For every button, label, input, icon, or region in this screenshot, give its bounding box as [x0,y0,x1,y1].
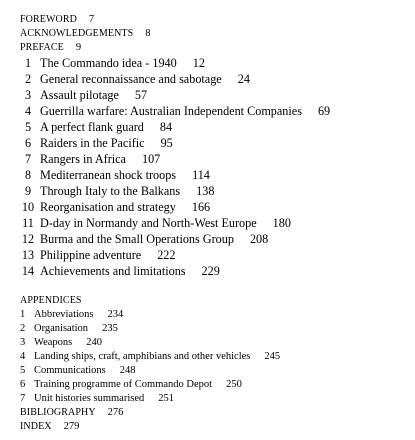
chapter-number: 10 [21,200,35,214]
chapter-number: 12 [21,232,35,246]
appendix-number: 5 [20,365,26,376]
chapter-title: Through Italy to the Balkans [40,184,181,198]
chapter-page: 114 [192,168,210,182]
chapter-page: 57 [134,88,148,102]
chapter-page: 107 [141,152,161,166]
appendix-entry [20,309,123,321]
chapter-entry [16,168,210,183]
chapter-number: 2 [24,72,32,86]
appendix-page: 234 [107,309,124,320]
chapter-entry [16,264,220,279]
entry-page: 7 [88,14,95,25]
chapter-entry [16,232,268,247]
chapter-number: 8 [24,168,32,182]
chapter-number: 4 [24,104,32,118]
appendix-page: 250 [226,379,242,390]
chapter-title: Philippine adventure [40,248,142,262]
appendix-page: 248 [119,365,136,376]
entry-page: 8 [145,28,151,39]
entry-title: FOREWORD [20,14,77,25]
chapter-title: Achievements and limitations [40,264,186,278]
entry-title: PREFACE [20,42,64,53]
chapter-page: 208 [249,232,269,246]
chapter-number: 13 [21,248,35,262]
chapter-title: Raiders in the Pacific [40,136,145,150]
appendix-title: Unit histories summarised [34,393,145,404]
front-matter-entry [20,28,151,40]
appendix-entry [20,337,102,349]
appendix-title: Communications [34,365,106,376]
chapter-title: Reorganisation and strategy [40,200,176,214]
chapter-page: 69 [317,104,331,118]
appendix-page: 240 [86,337,102,348]
chapter-page: 24 [237,72,250,86]
appendix-number: 7 [20,393,26,404]
appendices-heading [20,295,82,307]
chapter-number: 5 [24,120,32,134]
chapter-number: 3 [24,88,32,102]
chapter-page: 180 [272,216,291,230]
chapter-entry [16,152,160,167]
appendix-number: 4 [20,351,26,362]
chapter-number: 9 [24,184,32,198]
chapter-number: 1 [24,56,32,70]
entry-page: 9 [75,42,82,53]
chapter-title: Rangers in Africa [40,152,126,166]
appendix-entry [20,379,242,391]
chapter-page: 95 [160,136,173,150]
chapter-title: Guerrilla warfare: Australian Independent Companies [40,104,302,118]
chapter-entry [16,184,214,199]
appendix-entry [20,393,174,405]
chapter-title: Burma and the Small Operations Group [40,232,234,246]
appendix-number: 2 [20,323,26,334]
chapter-page: 138 [196,184,215,198]
chapter-entry [16,56,205,71]
appendix-page: 251 [158,393,174,404]
appendix-page: 235 [102,323,118,334]
chapter-number: 11 [22,216,34,230]
chapter-entry [16,136,173,151]
chapter-title: Assault pilotage [40,88,119,102]
appendix-entry [20,323,118,335]
chapter-number: 14 [21,264,35,278]
entry-title: INDEX [20,421,52,432]
chapter-title: General reconnaissance and sabotage [40,72,222,86]
chapter-title: The Commando idea - 1940 [40,56,177,70]
chapter-entry [16,120,172,135]
front-matter-entry [20,14,94,26]
chapter-entry [16,200,210,215]
chapter-entry [16,88,147,103]
appendix-title: Weapons [34,337,73,348]
appendix-number: 3 [20,337,26,348]
front-matter-entry [20,42,81,54]
chapter-page: 166 [191,200,211,214]
chapter-entry [16,104,330,119]
appendix-number: 6 [20,379,26,390]
appendix-entry [20,351,280,363]
chapter-page: 12 [192,56,205,70]
appendix-page: 245 [264,351,281,362]
entry-page: 276 [107,407,124,418]
appendix-title: Landing ships, craft, amphibians and other vehicles [34,351,251,362]
chapter-title: D-day in Normandy and North-West Europe [40,216,257,230]
entry-title: ACKNOWLEDGEMENTS [20,28,134,39]
entry-title: BIBLIOGRAPHY [20,407,96,418]
chapter-page: 229 [201,264,220,278]
appendix-title: Organisation [34,323,89,334]
back-matter-entry [20,421,79,433]
entry-page: 279 [63,421,80,432]
chapter-entry [16,216,291,231]
appendix-title: Training programme of Commando Depot [34,379,213,390]
appendix-entry [20,365,136,377]
appendices-heading-text: APPENDICES [20,295,82,306]
back-matter-entry [20,407,123,419]
chapter-entry [16,248,175,263]
chapter-page: 84 [159,120,173,134]
chapter-title: Mediterranean shock troops [40,168,177,182]
chapter-title: A perfect flank guard [40,120,144,134]
chapter-number: 6 [24,136,32,150]
chapter-entry [16,72,250,87]
appendix-title: Abbreviations [34,309,94,320]
chapter-number: 7 [24,152,32,166]
appendix-number: 1 [20,309,26,320]
chapter-page: 222 [157,248,176,262]
